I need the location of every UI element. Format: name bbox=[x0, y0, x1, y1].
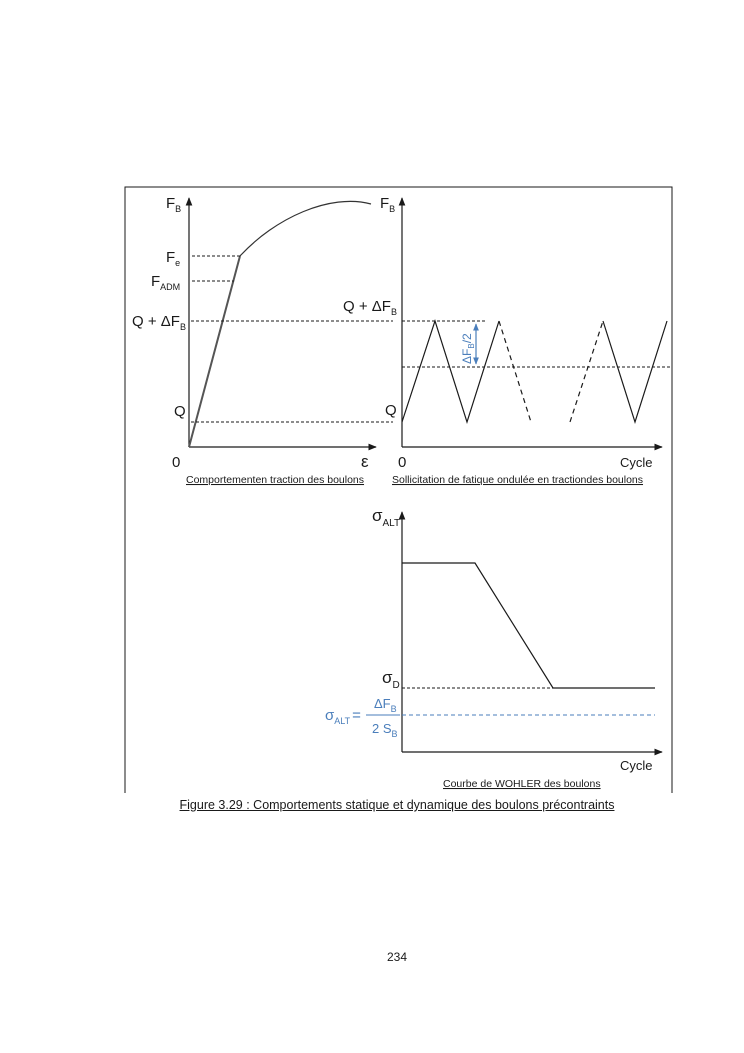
figure-frame bbox=[125, 187, 672, 793]
panel3-caption: Courbe de WOHLER des boulons bbox=[443, 778, 601, 790]
panel2-x-axis-label: Cycle bbox=[620, 455, 653, 470]
panel3-numerator-label: $\Delta F_B$ bbox=[374, 696, 397, 714]
panel1-q-dfb-label: $Q + \Delta F_B$ bbox=[132, 313, 186, 332]
panel3-sigma-alt-label: $\sigma_{ALT}$ = bbox=[325, 707, 361, 726]
panel2-waveform-tail bbox=[603, 321, 667, 422]
panel1-fe-label: $F_e$ bbox=[166, 249, 181, 268]
panel3-sigma-d-label: $\sigma_D$ bbox=[382, 668, 400, 691]
page-number: 234 bbox=[386, 950, 408, 964]
panel-wohler bbox=[325, 506, 662, 790]
panel1-q-label: Q bbox=[174, 403, 186, 420]
panel2-caption: Sollicitation de fatique ondulée en tractiondes boulons bbox=[392, 474, 644, 486]
panel2-waveform-break-1 bbox=[499, 321, 531, 422]
panel2-amplitude-label: $\Delta F_B/2$ bbox=[460, 333, 476, 364]
panel2-origin-label: 0 bbox=[398, 454, 407, 471]
panel3-x-axis-label: Cycle bbox=[620, 758, 653, 773]
panel1-x-axis-label: ε bbox=[361, 452, 369, 471]
panel-fatigue bbox=[343, 195, 670, 486]
panel3-denominator-label: 2 $S_B$ bbox=[372, 721, 398, 739]
panel1-fadm-label: $F_{ADM}$ bbox=[151, 273, 181, 292]
panel3-wohler-curve bbox=[402, 563, 655, 688]
panel-traction bbox=[132, 195, 396, 486]
panel1-plastic-curve bbox=[240, 201, 371, 256]
panel1-origin-label: 0 bbox=[172, 454, 181, 471]
panel2-waveform bbox=[402, 321, 499, 422]
panel2-q-dfb-label: $Q + \Delta F_B$ bbox=[343, 298, 397, 317]
panel2-q-label: Q bbox=[385, 402, 397, 419]
panel2-y-axis-label: $F_B$ bbox=[380, 195, 396, 214]
panel3-y-axis-label: $\sigma_{ALT}$ bbox=[372, 506, 401, 529]
panel2-waveform-break-2 bbox=[570, 321, 603, 422]
panel1-caption: Comportementen traction des boulons bbox=[186, 474, 365, 486]
panel1-elastic-line bbox=[189, 256, 240, 447]
panel1-y-axis-label: $F_B$ bbox=[166, 195, 182, 214]
figure-caption: Figure 3.29 : Comportements statique et dynamique des boulons précontraints bbox=[179, 798, 615, 812]
